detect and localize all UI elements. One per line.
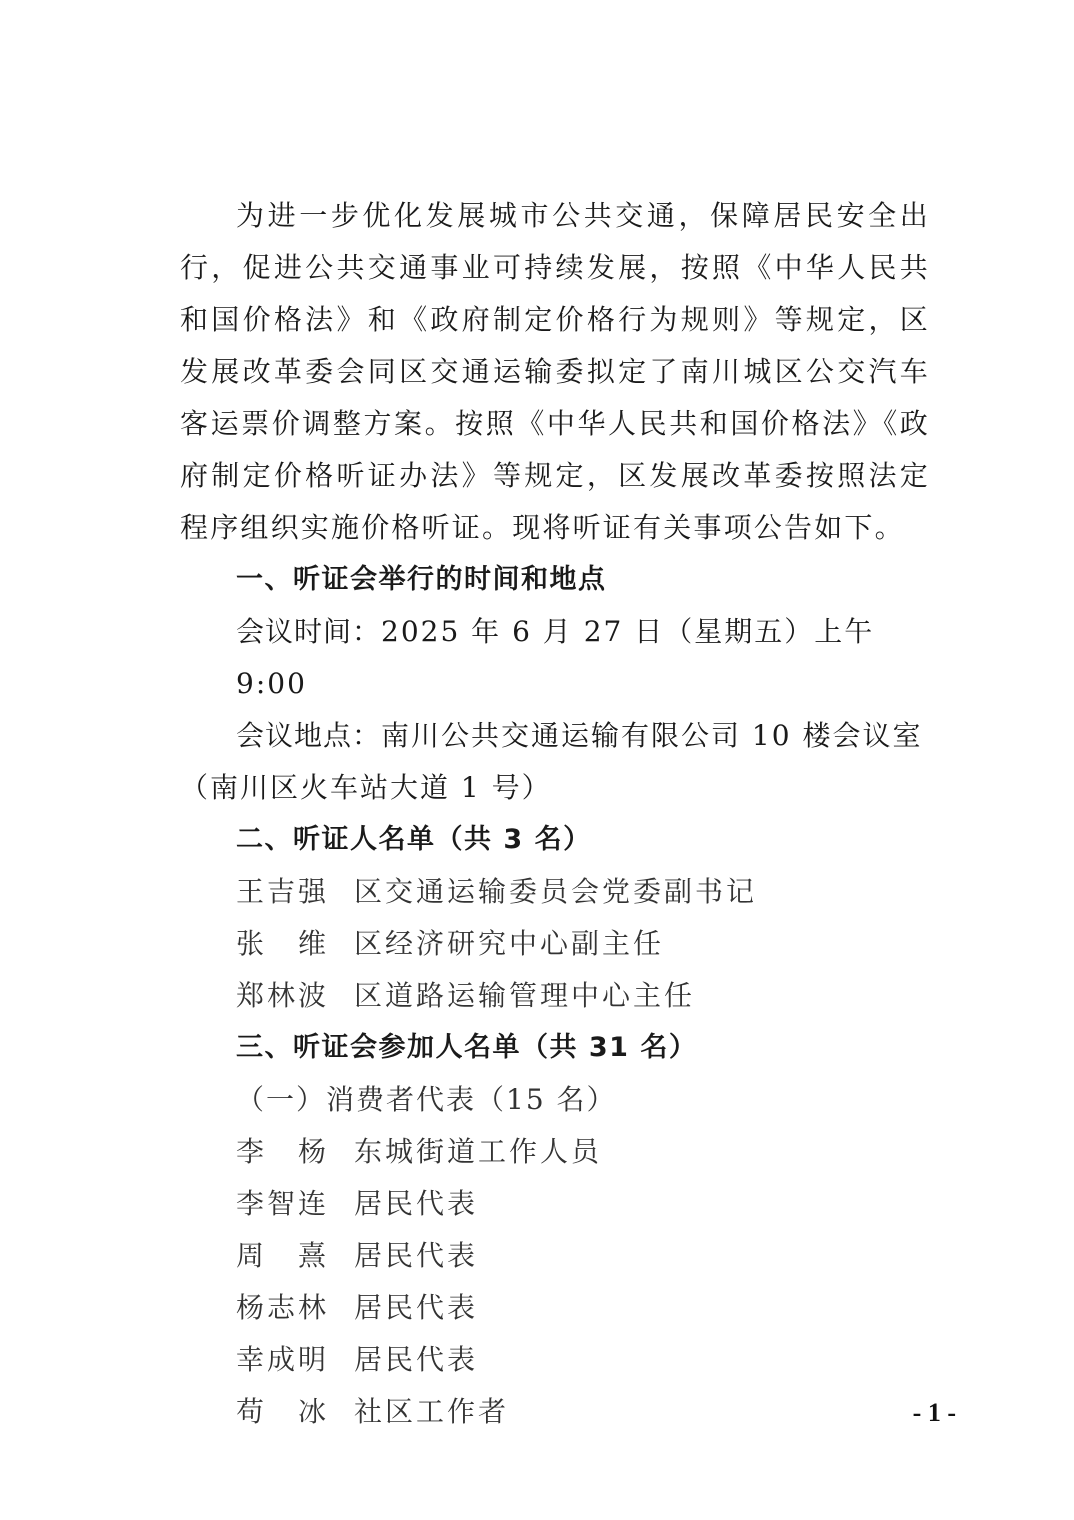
- intro-paragraph: 为进一步优化发展城市公共交通，保障居民安全出行，促进公共交通事业可持续发展，按照《中华人民共和国价格法》和《政府制定价格行为规则》等规定，区发展改革委会同区交通运输委拟定了南川城区公交汽车客运票价调整方案。按照《中华人民共和国价格法》《政府制定价格听证办法》等规定，区发展改革委按照法定程序组织实施价格听证。现将听证有关事项公告如下。: [180, 199, 930, 544]
- person-name: 王吉强: [236, 875, 330, 908]
- participant-row: [180, 1230, 930, 1282]
- document-body: [180, 190, 930, 1438]
- hearing-officer-row: [180, 918, 930, 970]
- person-role: 区交通运输委员会党委副书记: [354, 875, 758, 908]
- participant-row: [180, 1282, 930, 1334]
- person-role: 社区工作者: [354, 1395, 510, 1428]
- participants-subheading: （一）消费者代表（15 名）: [236, 1083, 617, 1116]
- person-name: 杨志林: [236, 1291, 330, 1324]
- person-role: 区道路运输管理中心主任: [354, 979, 696, 1012]
- participant-row: [180, 1386, 930, 1438]
- person-name: 李智连: [236, 1187, 330, 1220]
- person-name: 苟 冰: [236, 1395, 330, 1428]
- hearing-officer-row: [180, 970, 930, 1022]
- person-role: 东城街道工作人员: [354, 1135, 603, 1168]
- person-name: 李 杨: [236, 1135, 330, 1168]
- section-heading-time-place: 一、听证会举行的时间和地点: [236, 564, 607, 595]
- person-name: 幸成明: [236, 1343, 330, 1376]
- meeting-place-value: 南川公共交通运输有限公司 10 楼会议室（南川区火车站大道 1 号）: [180, 719, 923, 804]
- participant-row: [180, 1178, 930, 1230]
- meeting-time-value: 2025 年 6 月 27 日（星期五）上午 9:00: [236, 615, 875, 700]
- person-role: 居民代表: [354, 1187, 479, 1220]
- hearing-officer-row: [180, 866, 930, 918]
- page-number: - 1 -: [912, 1398, 956, 1427]
- person-role: 居民代表: [354, 1239, 479, 1272]
- person-role: 区经济研究中心副主任: [354, 927, 665, 960]
- person-role: 居民代表: [354, 1291, 479, 1324]
- participant-row: [180, 1126, 930, 1178]
- meeting-time-label: 会议时间：: [236, 615, 382, 648]
- person-name: 周 熹: [236, 1239, 330, 1272]
- meeting-place-label: 会议地点：: [236, 719, 382, 752]
- section-heading-hearing-officers: 二、听证人名单（共 3 名）: [236, 824, 592, 855]
- person-role: 居民代表: [354, 1343, 479, 1376]
- meeting-time: [180, 606, 930, 710]
- meeting-place: [180, 710, 930, 814]
- person-name: 张 维: [236, 927, 330, 960]
- participant-row: [180, 1334, 930, 1386]
- section-heading-participants: 三、听证会参加人名单（共 31 名）: [236, 1032, 698, 1063]
- person-name: 郑林波: [236, 979, 330, 1012]
